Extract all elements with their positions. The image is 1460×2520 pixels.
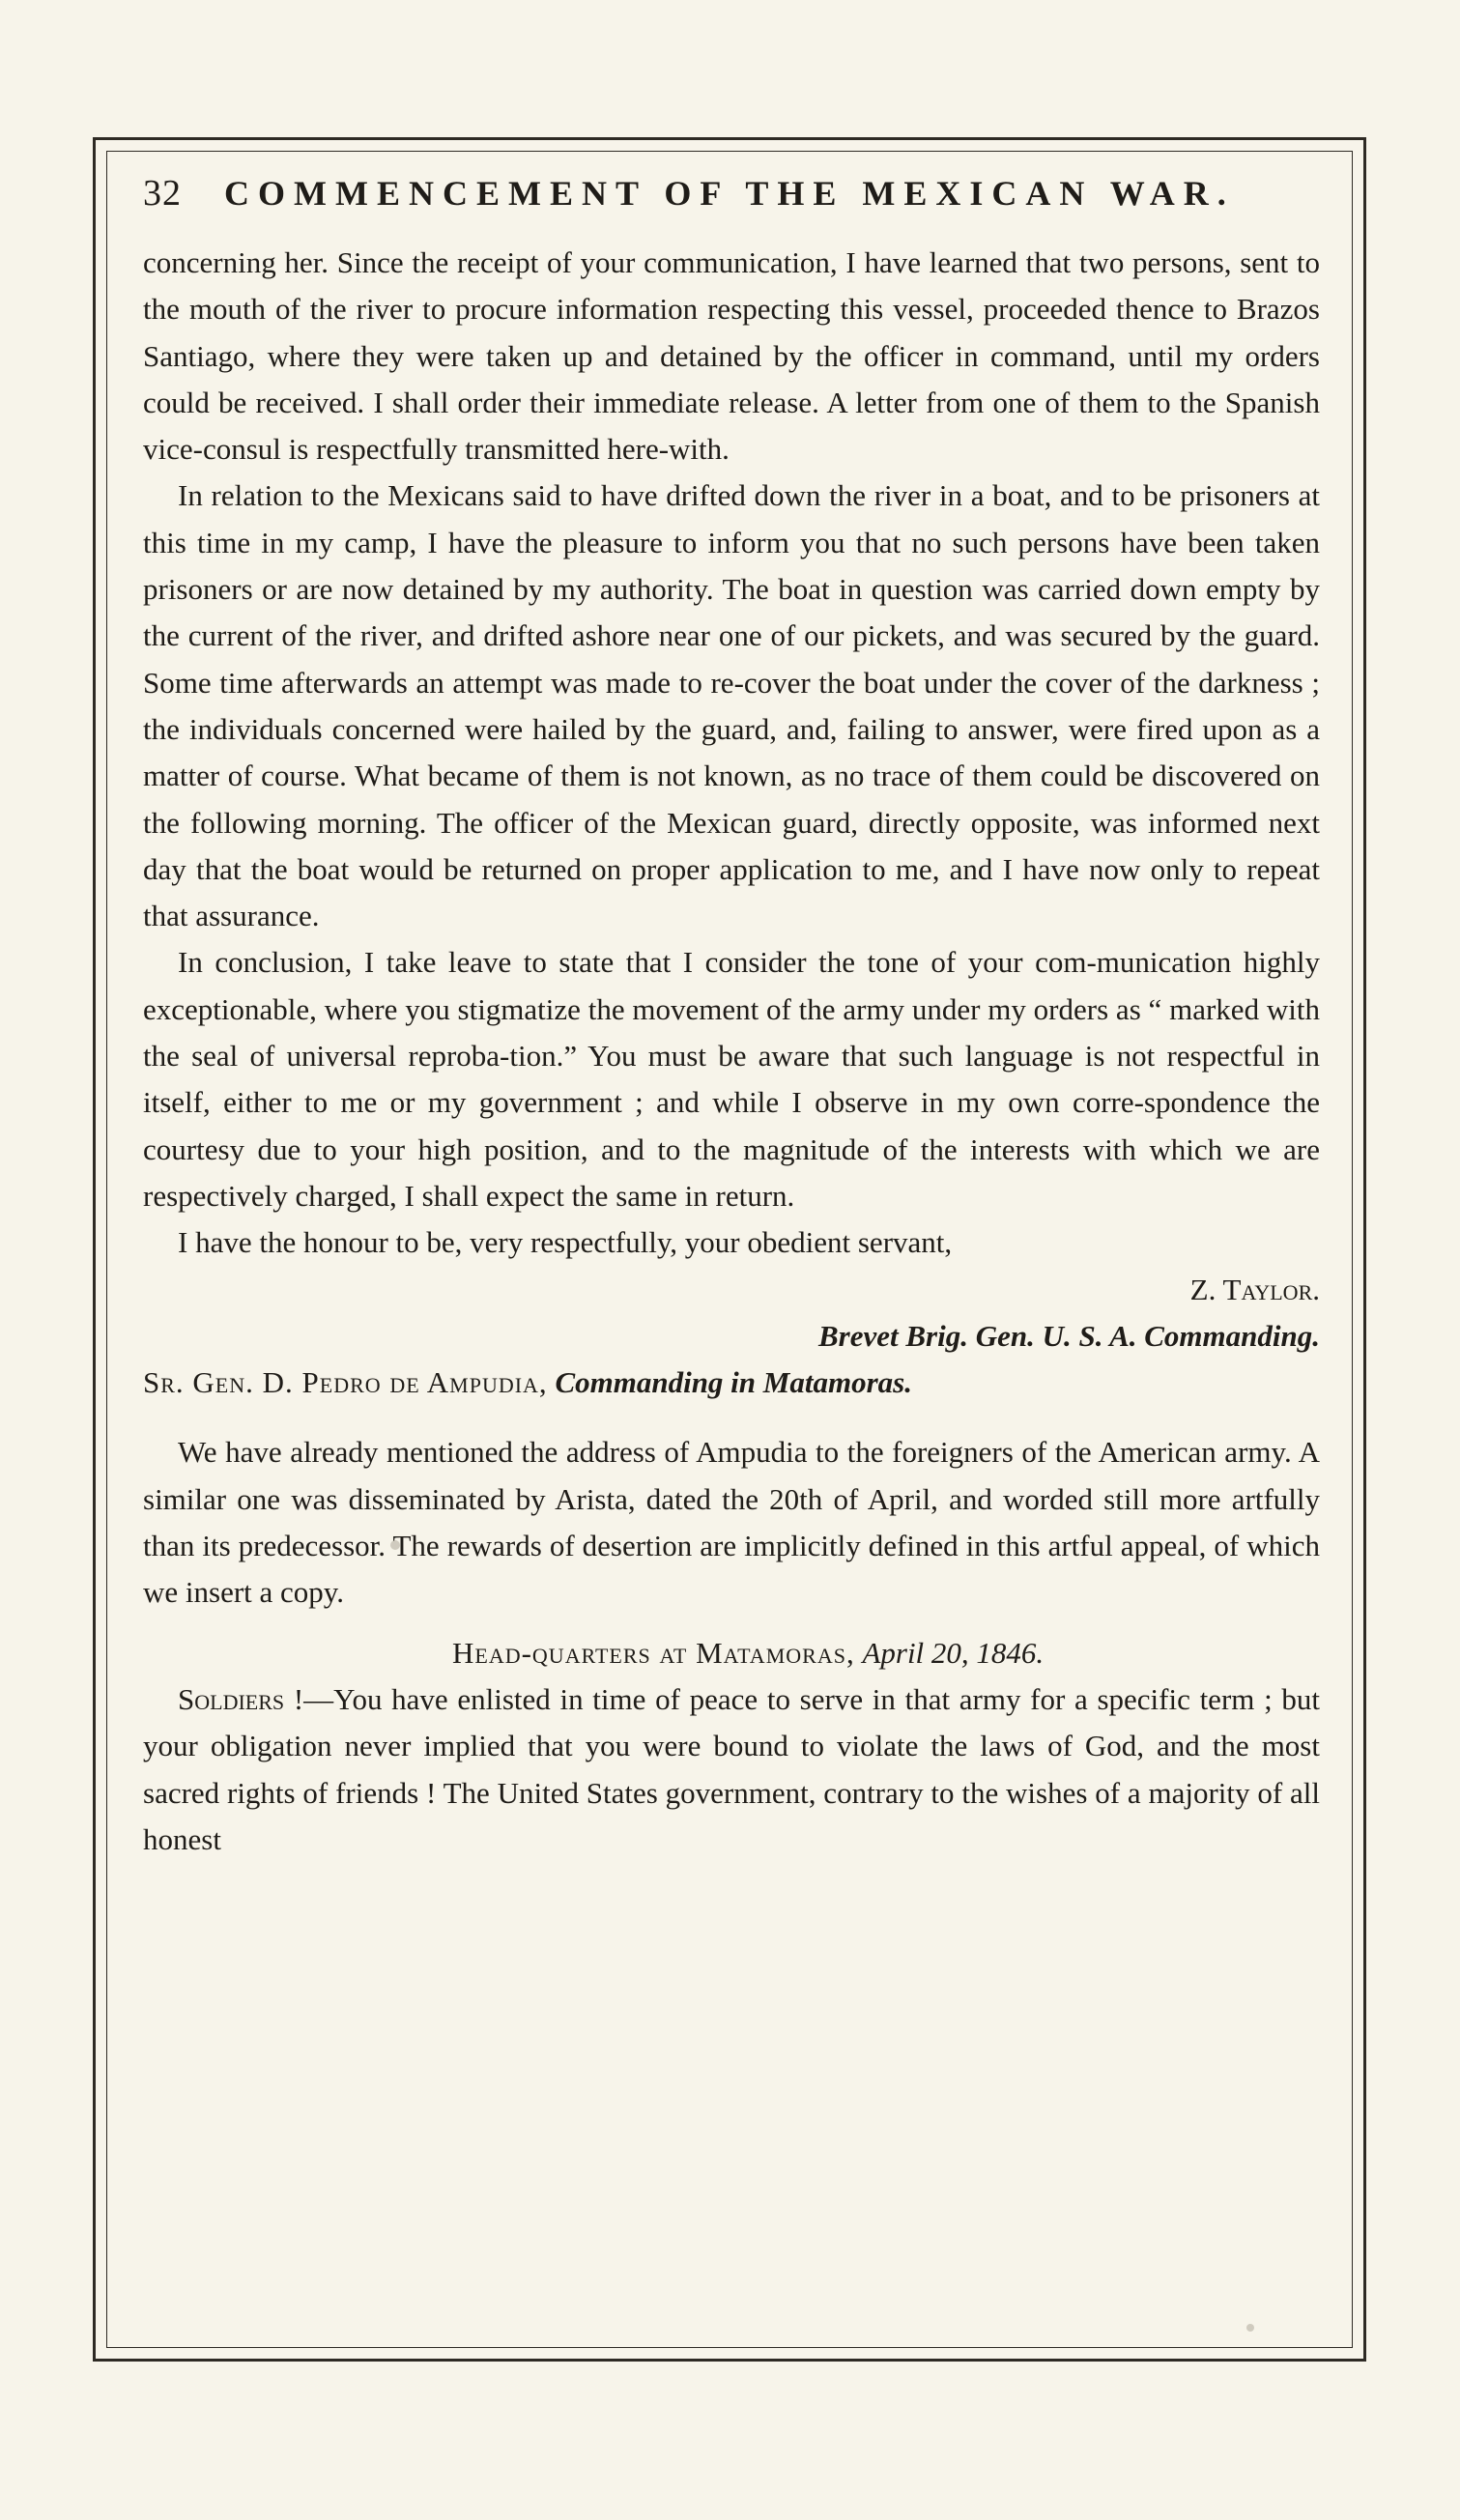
page-content [143,164,1320,1863]
addressee-suffix: Commanding in Matamoras. [555,1365,912,1400]
section-spacer [143,1406,1320,1429]
signature-rank: Brevet Brig. Gen. U. S. A. Commanding. [817,1318,1320,1353]
headquarters-date: April 20, 1846. [862,1635,1045,1670]
addressee-line [143,1360,1320,1406]
headquarters-prefix: Head-quarters at Matamoras, [452,1635,855,1670]
paragraph-2: In relation to the Mexicans said to have drifted down the river in a boat, and to be prisoners at this time in my camp, I have the pleasure to inform you that no such persons have been taken prisoners or are now detained by my authority. The boat in question was carried down empty by the current of the river, and drifted ashore near one of our pickets, and was secured by the guard. Some time afterwards an attempt was made to re-cover the boat under the cover of the darkness ; the individuals concerned were hailed by the guard, and, failing to answer, were fired upon as a matter of course. What became of them is not known, as no trace of them could be discovered on the following morning. The officer of the Mexican guard, directly opposite, was informed next day that the boat would be returned on proper application to me, and I have now only to repeat that assurance. [143,478,1320,933]
print-speck [390,1540,400,1550]
soldiers-text: —You have enlisted in time of peace to serve in that army for a specific term ; but your obligation never implied that you were bound to violate the laws of God, and the most sacred rights of friends ! The United States government, contrary to the wishes of a majority of all honest [143,1681,1321,1856]
paragraph-4: I have the honour to be, very respectfully, your obedient servant, [178,1225,953,1260]
page-number: 32 [143,173,182,214]
narrative-paragraph: We have already mentioned the address of Ampudia to the foreigners of the American army. A similar one was disseminated by Arista, dated the 20th of April, and worded still more artfully than its predecessor. The rewards of desertion are implicitly defined in this artful appeal, of which we insert a copy. [143,1435,1320,1610]
print-speck [1246,2324,1254,2332]
running-title: COMMENCEMENT OF THE MEXICAN WAR. [224,174,1235,213]
signature-name: Z. Taylor. [1189,1272,1320,1306]
addressee-prefix: Sr. Gen. D. Pedro de Ampudia, [143,1365,548,1400]
headquarters-heading [143,1630,1320,1676]
soldiers-opening: Soldiers ! [178,1681,304,1716]
page-body [143,240,1320,1863]
paragraph-1: concerning her. Since the receipt of your communication, I have learned that two persons, sent to the mouth of the river to procure information respecting this vessel, proceeded thence to Brazos Santiago, where they were taken up and detained by the officer in command, until my orders could be received. I shall order their immediate release. A letter from one of them to the Spanish vice-consul is respectfully transmitted here-with. [143,245,1320,467]
paragraph-3: In conclusion, I take leave to state that I consider the tone of your com-munication highly exceptionable, where you stigmatize the movement of the army under my orders as “ marked with the seal of universal reproba-tion.” You must be aware that such language is not respectful in itself, either to me or my government ; and while I observe in my own corre-spondence the courtesy due to your high position, and to the magnitude of the interests with which we are respectively charged, I shall expect the same in return. [143,945,1320,1213]
page-header [143,172,1320,240]
soldiers-address [143,1676,1320,1863]
